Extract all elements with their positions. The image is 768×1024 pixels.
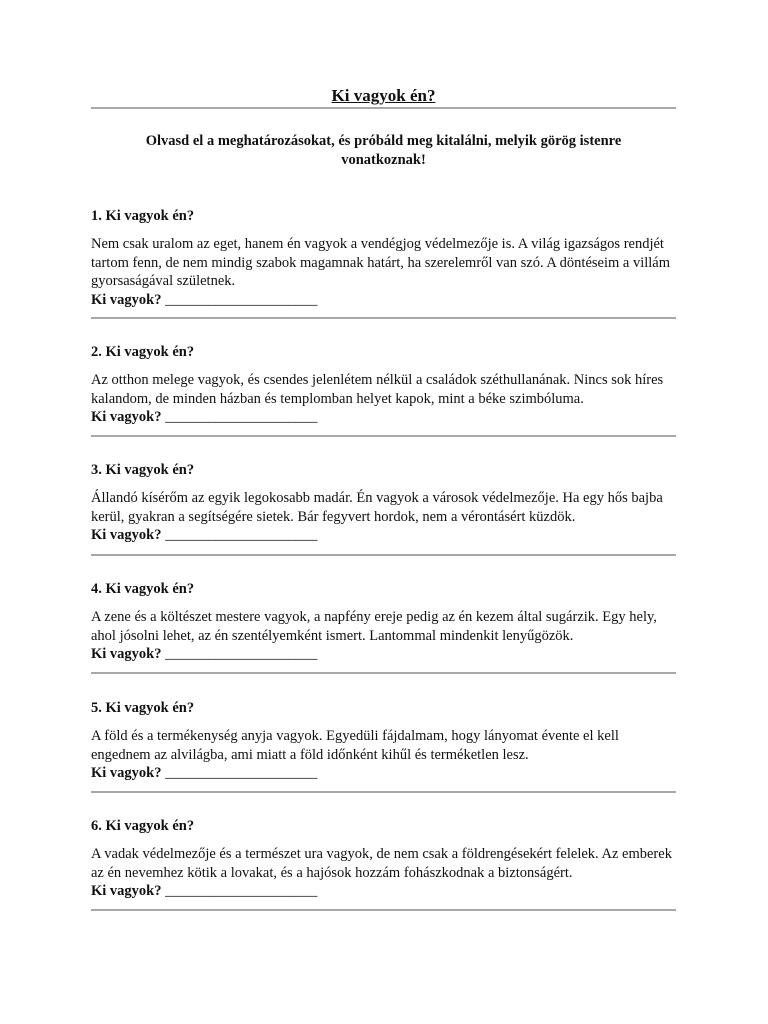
answer-blank[interactable]: _____________________: [165, 883, 318, 899]
question-heading: 2. Ki vagyok én?: [91, 344, 195, 360]
question-text: Nem csak uralom az eget, hanem én vagyok a vendégjog védelmezője is. A világ igazságos rendjét tartom fenn, de nem mindig szabok magamnak határt, ha szerelemről van szó. A döntéseim a villám gyorsaságával születnek.: [91, 236, 671, 289]
question-divider: [91, 909, 676, 911]
question-text: A zene és a költészet mestere vagyok, a napfény ereje pedig az én kezem által sugárzik. Egy hely, ahol jósolni lehet, az én szentélyemként ismert. Lantommal mindenkit lenyűgözök.: [91, 609, 657, 644]
question-divider: [91, 435, 676, 437]
answer-label: Ki vagyok?: [91, 883, 162, 899]
answer-line[interactable]: [91, 882, 676, 901]
page-title: Ki vagyok én?: [331, 86, 436, 105]
answer-blank[interactable]: _____________________: [165, 409, 318, 425]
question-block-1: [91, 207, 676, 309]
answer-label: Ki vagyok?: [91, 765, 162, 781]
answer-line[interactable]: [91, 645, 676, 664]
answer-line[interactable]: [91, 526, 676, 545]
question-heading: 6. Ki vagyok én?: [91, 818, 195, 834]
question-heading: 3. Ki vagyok én?: [91, 462, 195, 478]
question-divider: [91, 554, 676, 556]
question-heading: 4. Ki vagyok én?: [91, 581, 195, 597]
answer-blank[interactable]: _____________________: [165, 291, 318, 308]
question-text: Állandó kísérőm az egyik legokosabb madár. Én vagyok a városok védelmezője. Ha egy hős bajba kerül, gyakran a segítségére sietek. Bár fegyvert hordok, nem a vérontásért küzdök.: [91, 490, 663, 525]
question-block-4: [91, 580, 676, 664]
question-block-6: [91, 817, 676, 901]
question-divider: [91, 672, 676, 674]
answer-label: Ki vagyok?: [91, 527, 162, 543]
answer-line[interactable]: [91, 408, 676, 427]
question-heading: 5. Ki vagyok én?: [91, 700, 195, 716]
answer-label: Ki vagyok?: [91, 291, 162, 308]
question-block-3: [91, 461, 676, 545]
question-text: Az otthon melege vagyok, és csendes jelenlétem nélkül a családok széthullanának. Nincs sok híres kalandom, de minden házban és templomban helyet kapok, mint a béke szimbóluma.: [91, 372, 664, 407]
answer-blank[interactable]: _____________________: [165, 646, 318, 662]
question-block-5: [91, 699, 676, 783]
question-text: A vadak védelmezője és a természet ura vagyok, de nem csak a földrengésekért felelek. Az emberek az én nevemhez kötik a lovakat, és a hajósok hozzám fohászkodnak a biztonságért.: [91, 846, 672, 881]
answer-line[interactable]: [91, 291, 676, 310]
answer-line[interactable]: [91, 764, 676, 783]
question-divider: [91, 317, 676, 319]
question-block-2: [91, 343, 676, 427]
answer-label: Ki vagyok?: [91, 409, 162, 425]
answer-label: Ki vagyok?: [91, 646, 162, 662]
question-heading: 1. Ki vagyok én?: [91, 208, 195, 224]
answer-blank[interactable]: _____________________: [165, 765, 318, 781]
answer-blank[interactable]: _____________________: [165, 527, 318, 543]
title-divider: [91, 107, 676, 109]
question-text: A föld és a termékenység anyja vagyok. Egyedüli fájdalmam, hogy lányomat évente el kell engednem az alvilágba, ami miatt a föld időnként kihűl és terméketlen lesz.: [91, 728, 619, 763]
question-divider: [91, 791, 676, 793]
instructions: Olvasd el a meghatározásokat, és próbáld meg kitalálni, melyik görög istenre vonatkoznak!: [145, 133, 622, 168]
